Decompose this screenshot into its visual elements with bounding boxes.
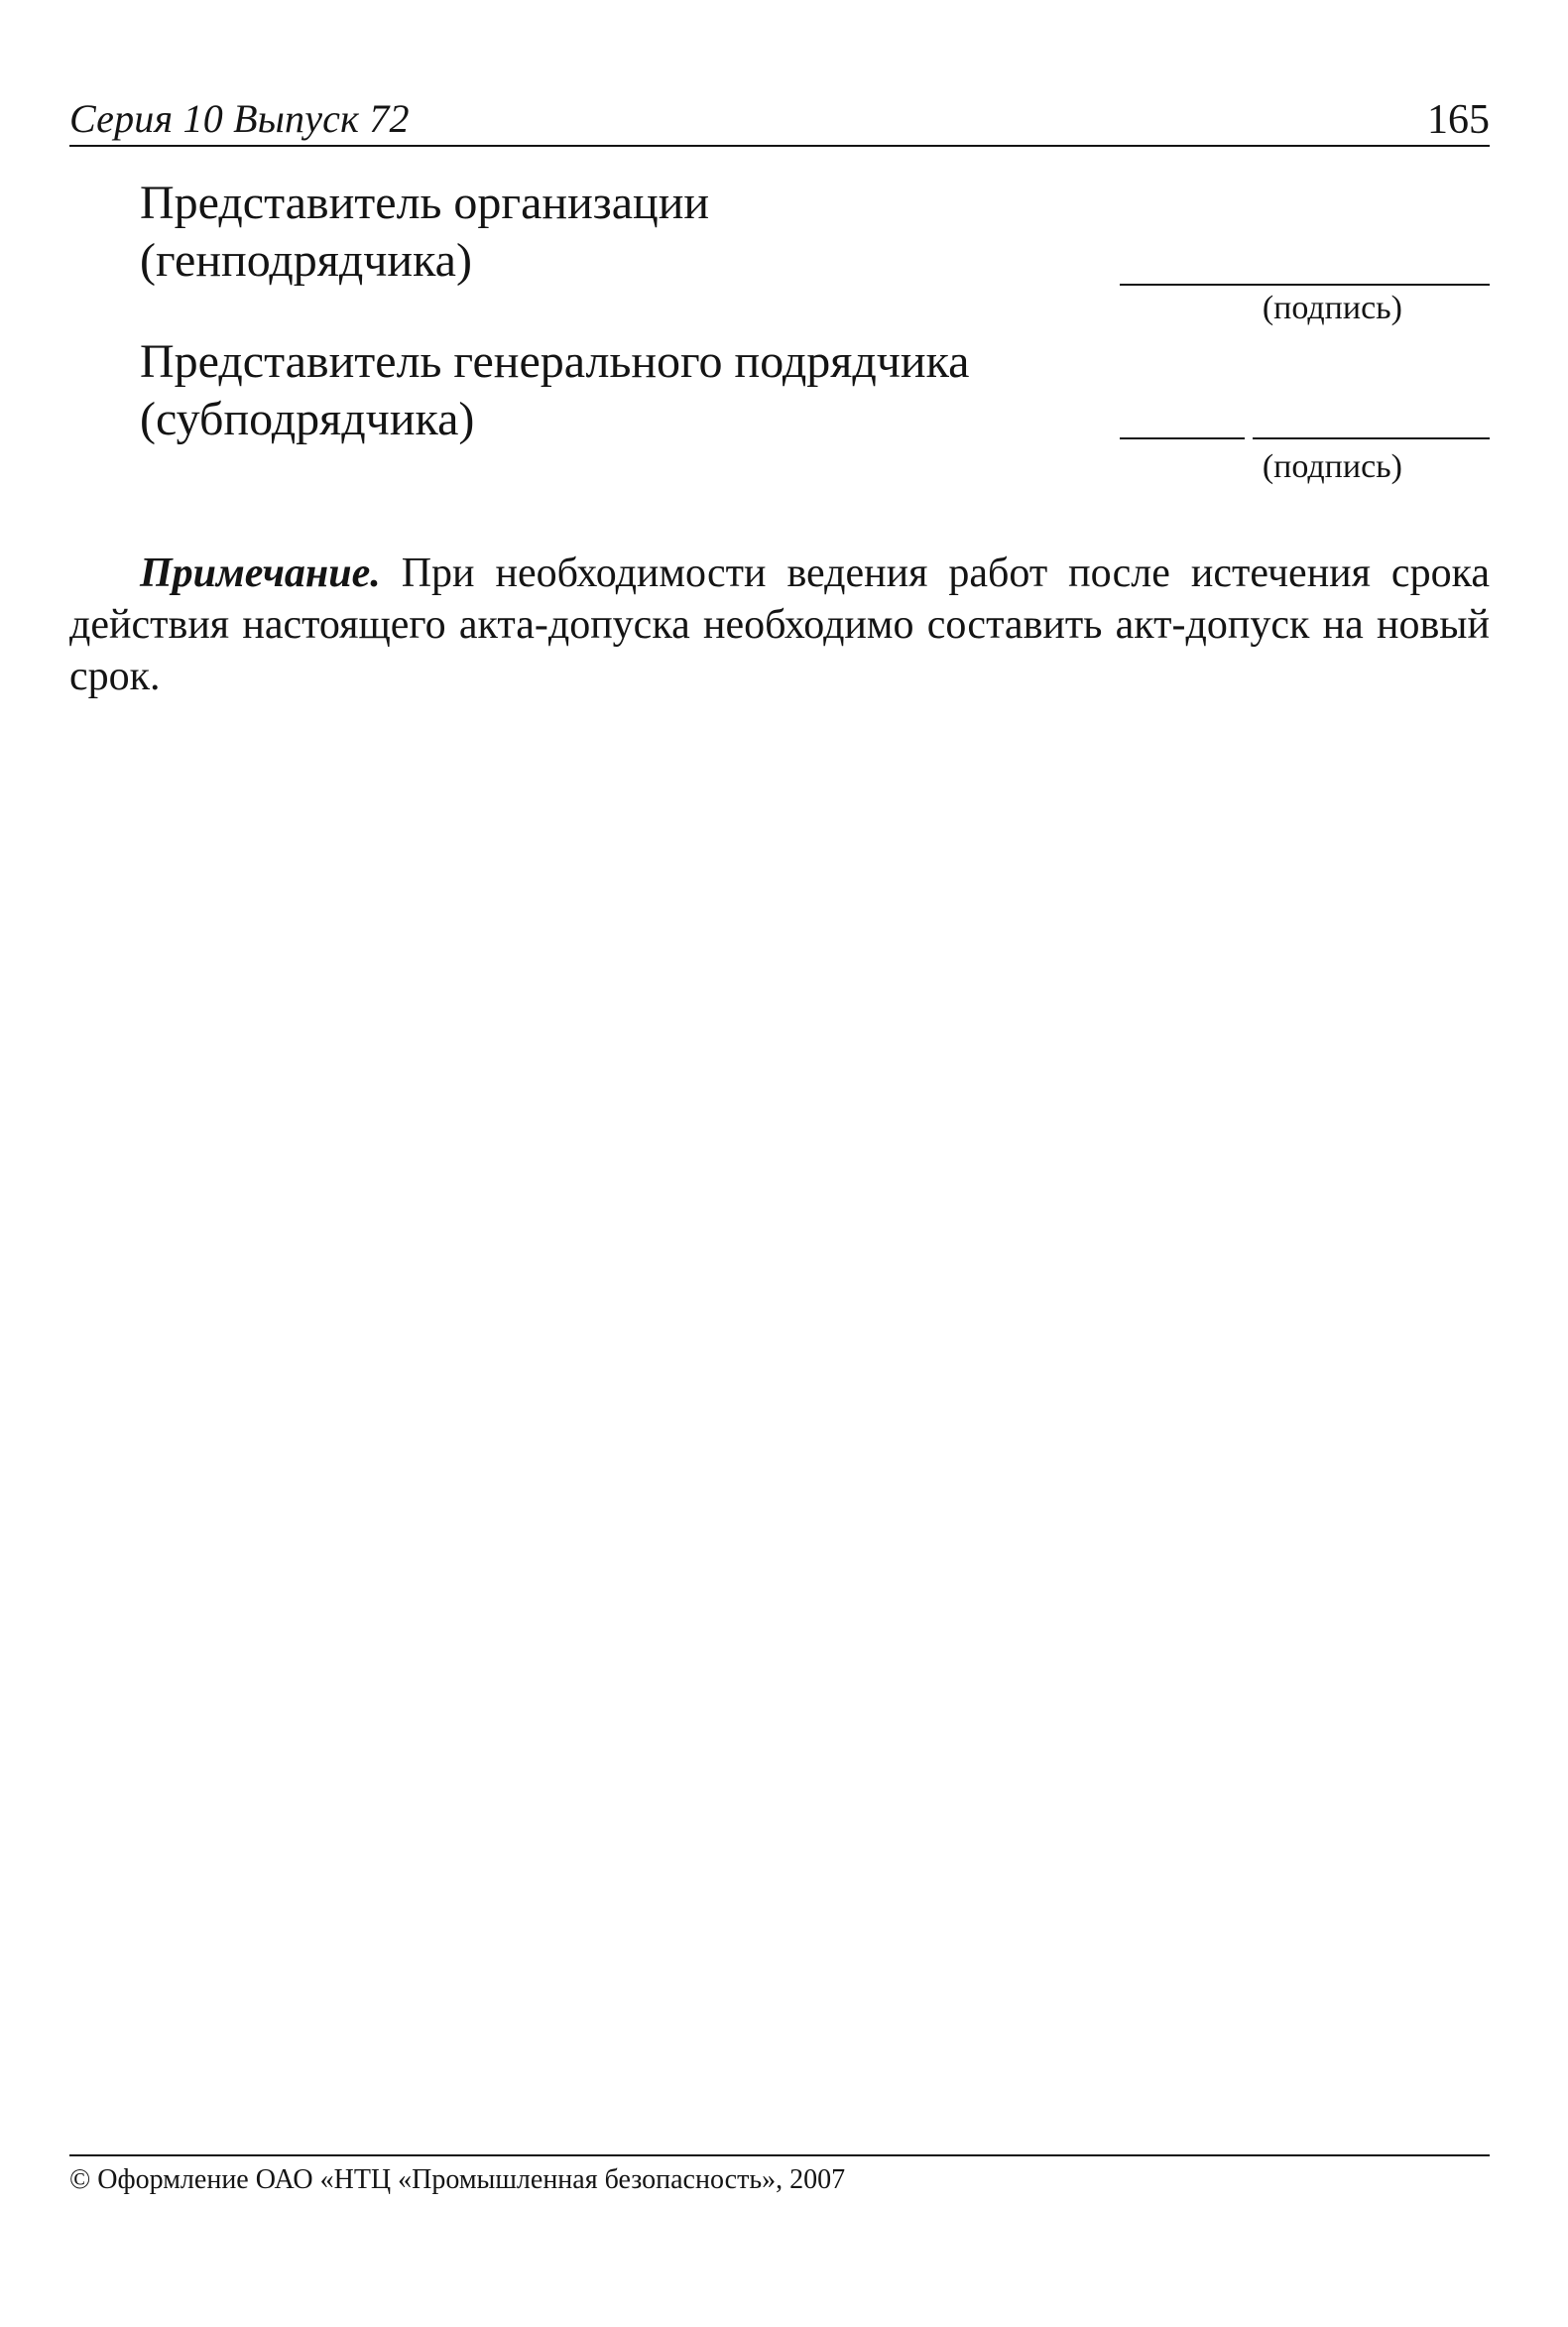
footer-rule [69, 2154, 1490, 2156]
header-rule [69, 145, 1490, 147]
signature-block-organization [140, 175, 1490, 333]
copyright-notice: © Оформление ОАО «НТЦ «Промышленная безопасность», 2007 [69, 2164, 846, 2195]
signature-line [1120, 284, 1490, 286]
signature-caption: (подпись) [1262, 290, 1402, 326]
signature-title [140, 175, 1490, 290]
signature-block-general-contractor [140, 333, 1490, 492]
signature-title [140, 333, 1490, 448]
note-paragraph [69, 548, 1490, 702]
running-header [69, 91, 1490, 147]
note-label: Примечание. [140, 551, 381, 596]
signature-line-segment [1253, 437, 1490, 439]
signature-title-line-1: Представитель генерального подрядчика [140, 335, 970, 388]
page-number: 165 [1427, 97, 1490, 143]
series-label: Серия 10 Выпуск 72 [69, 96, 410, 141]
signature-caption: (подпись) [1262, 448, 1402, 485]
signature-title-line-1: Представитель организации [140, 177, 710, 229]
note-text: При необходимости ведения работ после истечения срока действия настоящего акта-допуска необходимо составить акт-допуск на новый срок. [69, 551, 1490, 699]
signature-line [1120, 437, 1490, 439]
signature-title-line-2: (субподрядчика) [140, 393, 475, 445]
signature-title-line-2: (генподрядчика) [140, 234, 472, 287]
signature-line-segment [1120, 437, 1245, 439]
